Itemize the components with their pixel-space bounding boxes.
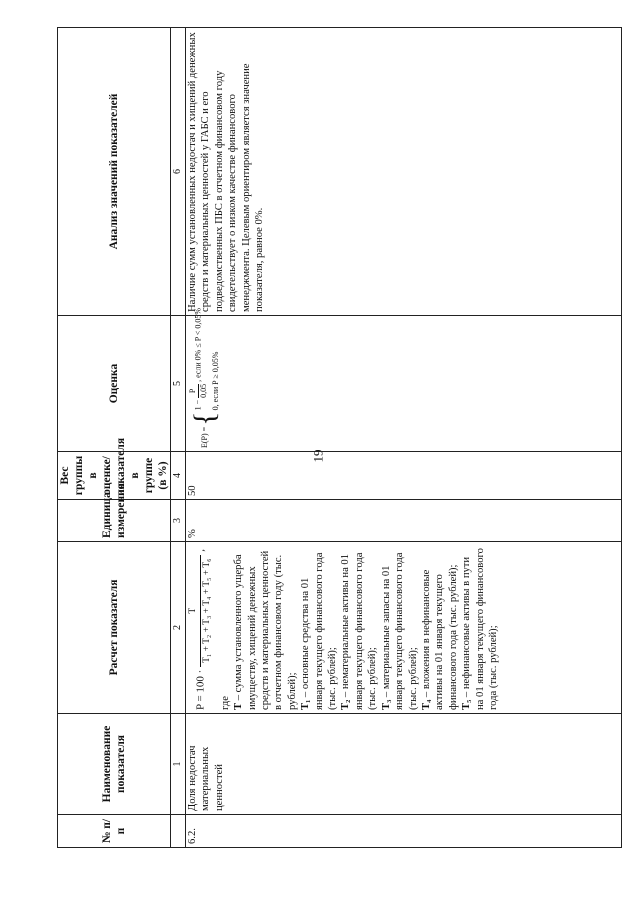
rotated-table-container	[57, 28, 622, 848]
table-row	[186, 28, 622, 848]
definition-item: T₂ – нематериальные активы на 01 января текущего финансового года (тыс. рублей);	[340, 552, 379, 710]
header-num: № п/п	[58, 815, 171, 848]
index-cell-5: 5	[171, 316, 186, 452]
header-calc: Расчет показателя	[58, 542, 171, 714]
evaluation-case-1: 1 − P 0,05 , если 0% ≤ P < 0,05%	[188, 307, 208, 411]
weight-cell: 50	[186, 452, 622, 500]
formula-numerator: T	[187, 555, 201, 667]
header-eval: Оценка	[58, 316, 171, 452]
index-cell-3: 3	[171, 500, 186, 542]
evaluation-case-2: 0, если P ≥ 0,05%	[211, 351, 220, 411]
definition-list	[232, 545, 500, 710]
indicator-table	[57, 27, 622, 848]
header-weight: Вес группы в оценке/ показателя в группе (в %)	[58, 452, 171, 500]
definition-item: T – сумма установленного ущерба имуществу, хищений денежных средств и материальных ценностей в отчетном финансовом году (тыс. рублей);	[233, 550, 298, 710]
calculation-cell	[186, 542, 622, 714]
analysis-cell: Наличие сумм установленных недостач и хищений денежных средств и материальных ценностей у ГАБС и его подведомственных ПБС в отчетном финансовом году свидетельствует о низком качестве финансового менеджмента. Целевым ориентиром является значение показателя, равное 0%.	[186, 28, 622, 316]
formula	[186, 545, 219, 710]
header-analysis: Анализ значений показателей	[58, 28, 171, 316]
evaluation-cell	[186, 307, 622, 452]
definition-item: T₄ – вложения в нефинансовые активы на 01 января текущего финансового года (тыс. рублей);	[420, 564, 459, 710]
index-cell-1: 1	[171, 714, 186, 815]
formula-tail: ,	[194, 549, 207, 552]
index-cell-empty	[171, 815, 186, 848]
formula-fraction	[187, 555, 215, 667]
index-cell-4: 4	[171, 452, 186, 500]
definition-item: T₁ – основные средства на 01 января текущего финансового года (тыс. рублей);	[300, 552, 339, 710]
page-number: 19	[310, 449, 326, 463]
brace-symbol: {	[187, 411, 221, 426]
evaluation-lhs: E(P) =	[199, 426, 209, 448]
header-unit: Единица измерения	[58, 500, 171, 542]
evaluation-fraction: P 0,05	[188, 383, 208, 398]
header-row	[58, 28, 171, 848]
index-row	[171, 28, 186, 848]
header-name: Наименование показателя	[58, 714, 171, 815]
formula-lhs: P = 100 ·	[194, 669, 207, 710]
row-number: 6.2.	[186, 815, 622, 848]
indicator-name: Доля недостач материальных ценностей	[186, 714, 622, 815]
formula-denominator: T₁ + T₂ + T₃ + T₄ + T₅ + T₆	[202, 558, 213, 663]
unit-cell: %	[186, 500, 622, 542]
evaluation-cases	[186, 308, 223, 410]
evaluation-formula	[186, 308, 223, 448]
definition-item: T₃ – материальные запасы на 01 января текущего финансового года (тыс. рублей);	[380, 552, 419, 710]
where-label: где	[219, 696, 231, 710]
index-cell-2: 2	[171, 542, 186, 714]
definition-item: T₅ – нефинансовые активы в пути на 01 января текущего финансового года (тыс. рублей);	[461, 548, 499, 710]
index-cell-6: 6	[171, 28, 186, 316]
